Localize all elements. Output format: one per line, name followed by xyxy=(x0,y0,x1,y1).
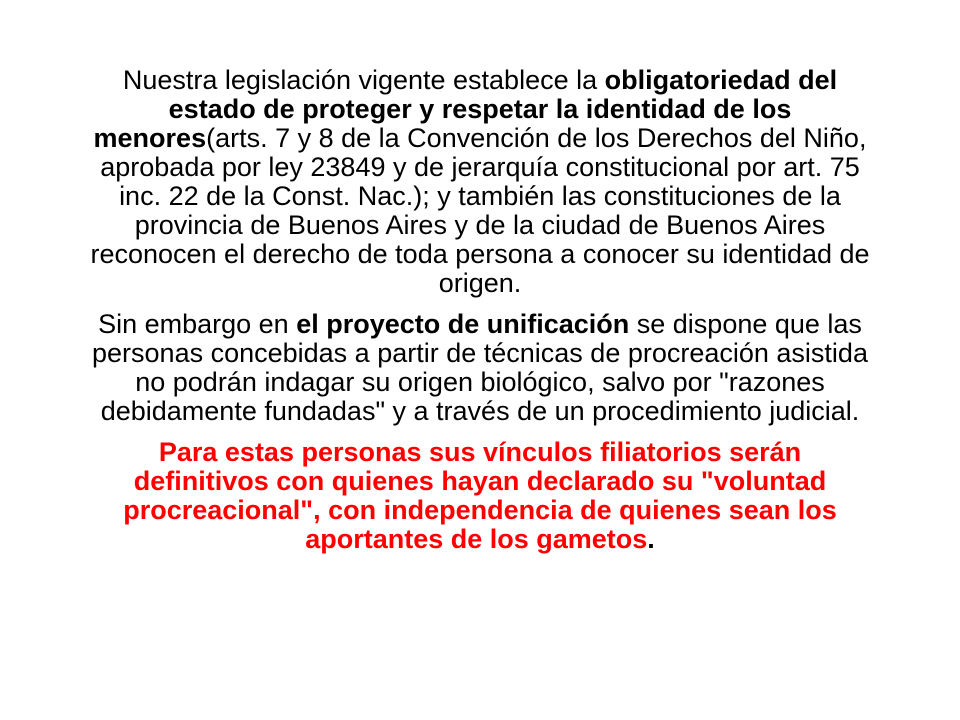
paragraph-filiation-highlight: Para estas personas sus vínculos filiatorios serán definitivos con quienes hayan declarado su "voluntad procreacional", con independencia de quienes sean los aportantes de los gametos xyxy=(123,437,837,554)
paragraph-unification-bold: el proyecto de unificación xyxy=(296,309,630,339)
paragraph-legislation-bold: obligatoriedad del estado de proteger y respetar la identidad de los menores xyxy=(93,65,838,153)
paragraph-filiation-period: . xyxy=(647,524,655,554)
paragraph-legislation xyxy=(90,66,870,298)
paragraph-filiation xyxy=(90,438,870,554)
paragraph-unification-intro: Sin embargo en xyxy=(98,309,297,339)
paragraph-unification-project xyxy=(90,310,870,426)
slide-body xyxy=(90,66,870,566)
paragraph-legislation-rest: (arts. 7 y 8 de la Convención de los Derechos del Niño, aprobada por ley 23849 y de jerarquía constitucional por art. 75 inc. 22 de la Const. Nac.); y también las constituciones de la provincia de Buenos Aires y de la ciudad de Buenos Aires reconocen el derecho de toda persona a conocer su identidad de origen. xyxy=(90,123,870,298)
paragraph-unification-rest: se dispone que las personas concebidas a partir de técnicas de procreación asistida no podrán indagar su origen biológico, salvo por "razones debidamente fundadas" y a través de un procedimiento judicial. xyxy=(92,309,868,426)
paragraph-legislation-intro: Nuestra legislación vigente establece la xyxy=(122,65,605,95)
